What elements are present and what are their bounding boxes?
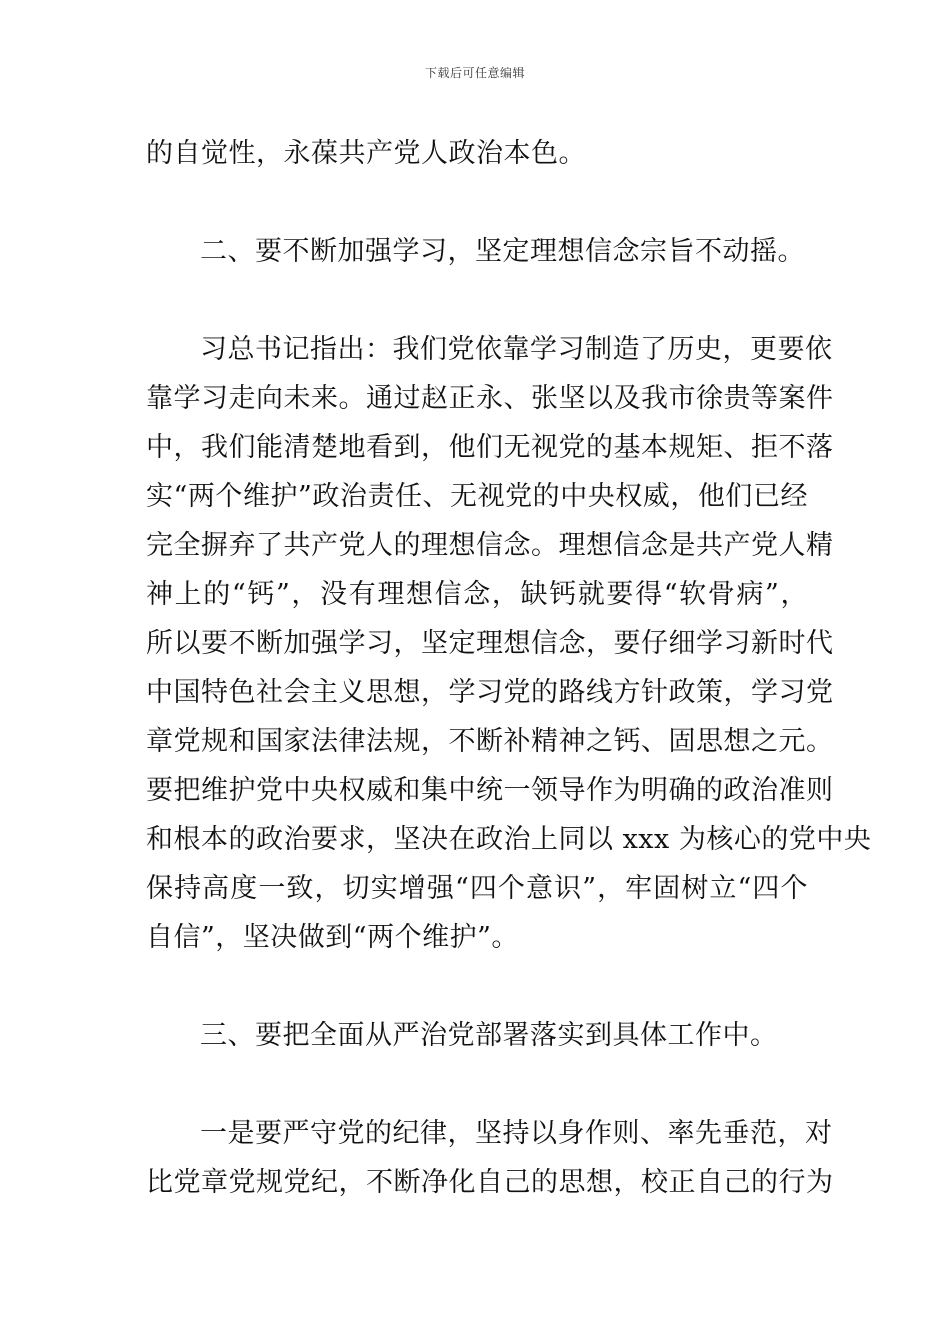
text-line: 靠学习走向未来。通过赵正永、张坚以及我市徐贵等案件	[146, 383, 834, 414]
page-header: 下载后可任意编辑	[424, 66, 525, 80]
text-line: 保持高度一致，切实增强“四个意识”，牢固树立“四个	[146, 873, 808, 904]
text-line: 习总书记指出：我们党依靠学习制造了历史，更要依	[200, 334, 833, 365]
text-line: 中，我们能清楚地看到，他们无视党的基本规矩、拒不落	[146, 432, 834, 463]
text-line: 完全摒弃了共产党人的理想信念。理想信念是共产党人精	[146, 530, 834, 561]
text-line: 中国特色社会主义思想，学习党的路线方针政策，学习党	[146, 677, 834, 708]
text-line: 的自觉性，永葆共产党人政治本色。	[146, 138, 586, 169]
text-line: 自信”，坚决做到“两个维护”。	[146, 922, 519, 953]
text-line: 实“两个维护”政治责任、无视党的中央权威，他们已经	[146, 481, 808, 512]
text-line: 和根本的政治要求，坚决在政治上同以 xxx 为核心的党中央	[146, 824, 872, 855]
paragraph-gap	[146, 962, 808, 1011]
paragraph-gap	[146, 276, 808, 325]
text-line: 二、要不断加强学习，坚定理想信念宗旨不动摇。	[200, 236, 805, 267]
text-line: 所以要不断加强学习，坚定理想信念，要仔细学习新时代	[146, 628, 834, 659]
text-line: 一是要严守党的纪律，坚持以身作则、率先垂范，对	[200, 1118, 833, 1149]
paragraph-gap	[146, 178, 808, 227]
paragraph-gap	[146, 1060, 808, 1109]
text-line: 三、要把全面从严治党部署落实到具体工作中。	[200, 1020, 778, 1051]
document-body	[146, 129, 872, 1207]
text-line: 章党规和国家法律法规，不断补精神之钙、固思想之元。	[146, 726, 834, 757]
text-line: 比党章党规党纪，不断净化自己的思想，校正自己的行为	[146, 1167, 834, 1198]
text-line: 要把维护党中央权威和集中统一领导作为明确的政治准则	[146, 775, 834, 806]
text-line: 神上的“钙”，没有理想信念，缺钙就要得“软骨病”，	[146, 579, 808, 610]
